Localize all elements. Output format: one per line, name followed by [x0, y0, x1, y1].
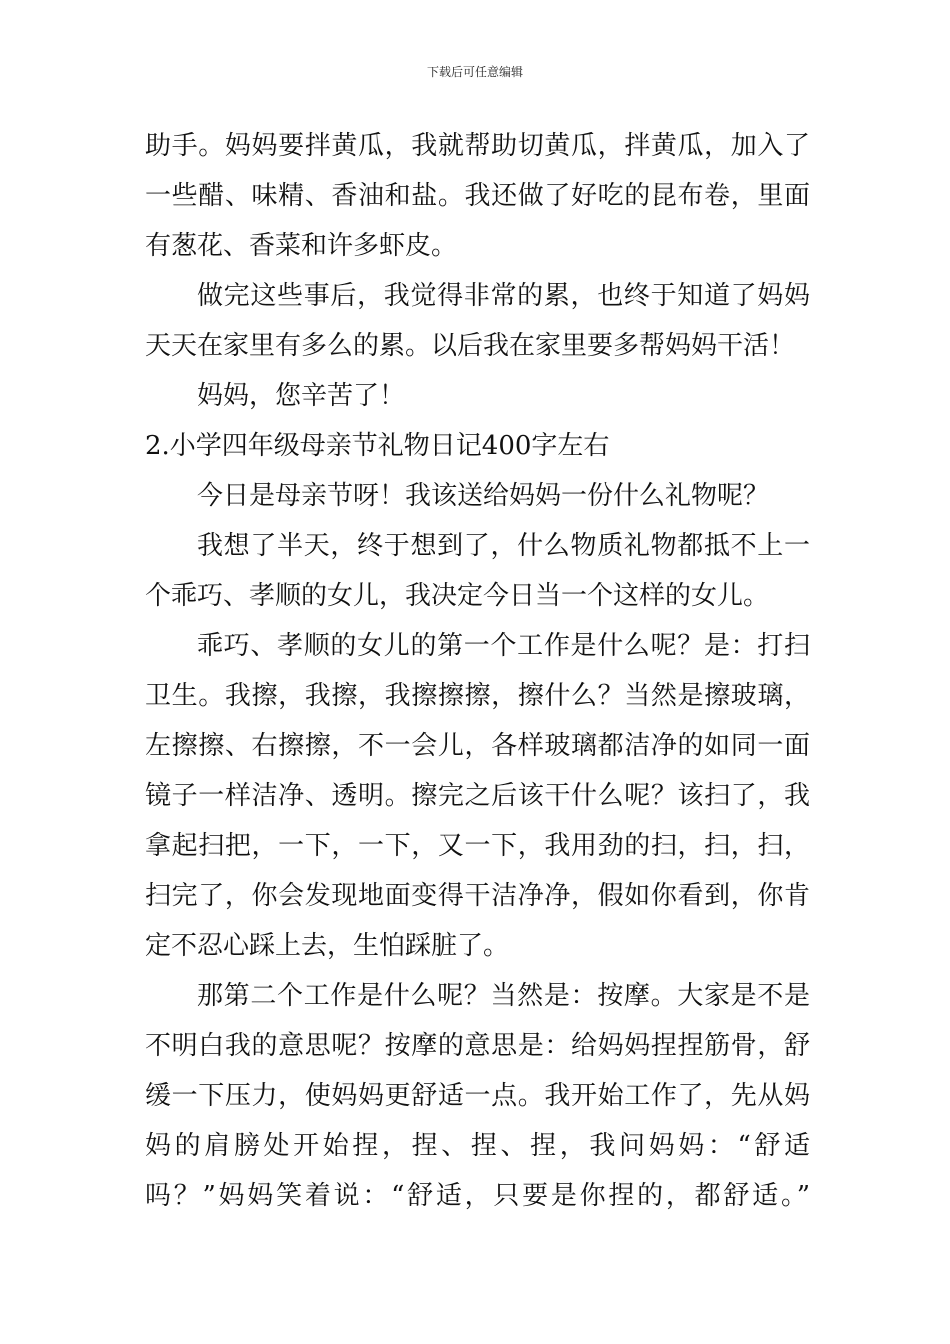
text-line: 个乖巧、孝顺的女儿，我决定今日当一个这样的女儿。	[145, 581, 770, 611]
document-body	[145, 121, 810, 1221]
text-line: 乖巧、孝顺的女儿的第一个工作是什么呢？是：打扫	[197, 631, 810, 661]
text-line: 做完这些事后，我觉得非常的累，也终于知道了妈妈	[197, 281, 810, 311]
text-line: 左擦擦、右擦擦，不一会儿，各样玻璃都洁净的如同一面	[145, 731, 810, 761]
page-header: 下载后可任意编辑	[426, 65, 523, 79]
text-line: 拿起扫把，一下，一下，又一下，我用劲的扫，扫，扫，	[145, 831, 810, 861]
text-line: 天天在家里有多么的累。以后我在家里要多帮妈妈干活！	[145, 331, 796, 361]
text-line: 卫生。我擦，我擦，我擦擦擦，擦什么？当然是擦玻璃，	[145, 681, 810, 711]
section-heading: 2.小学四年级母亲节礼物日记400字左右	[145, 431, 610, 461]
text-line: 扫完了，你会发现地面变得干洁净净，假如你看到，你肯	[145, 881, 810, 911]
text-line: 镜子一样洁净、透明。擦完之后该干什么呢？该扫了，我	[145, 781, 810, 811]
text-line: 助手。妈妈要拌黄瓜，我就帮助切黄瓜，拌黄瓜，加入了	[145, 131, 810, 161]
text-line: 今日是母亲节呀！我该送给妈妈一份什么礼物呢？	[197, 481, 770, 511]
text-line: 缓一下压力，使妈妈更舒适一点。我开始工作了，先从妈	[145, 1081, 810, 1111]
text-line: 一些醋、味精、香油和盐。我还做了好吃的昆布卷，里面	[145, 181, 810, 211]
text-line: 吗？”妈妈笑着说：“舒适，只要是你捏的，都舒适。”	[145, 1181, 810, 1211]
text-line: 不明白我的意思呢？按摩的意思是：给妈妈捏捏筋骨，舒	[145, 1031, 810, 1061]
text-line: 妈的肩膀处开始捏，捏、捏、捏，我问妈妈：“舒适	[145, 1131, 810, 1161]
text-line: 那第二个工作是什么呢？当然是：按摩。大家是不是	[197, 981, 810, 1011]
text-line: 我想了半天，终于想到了，什么物质礼物都抵不上一	[197, 531, 810, 561]
text-line: 定不忍心踩上去，生怕踩脏了。	[145, 931, 510, 961]
text-line: 有葱花、香菜和许多虾皮。	[145, 231, 458, 261]
text-line: 妈妈，您辛苦了！	[197, 381, 406, 411]
